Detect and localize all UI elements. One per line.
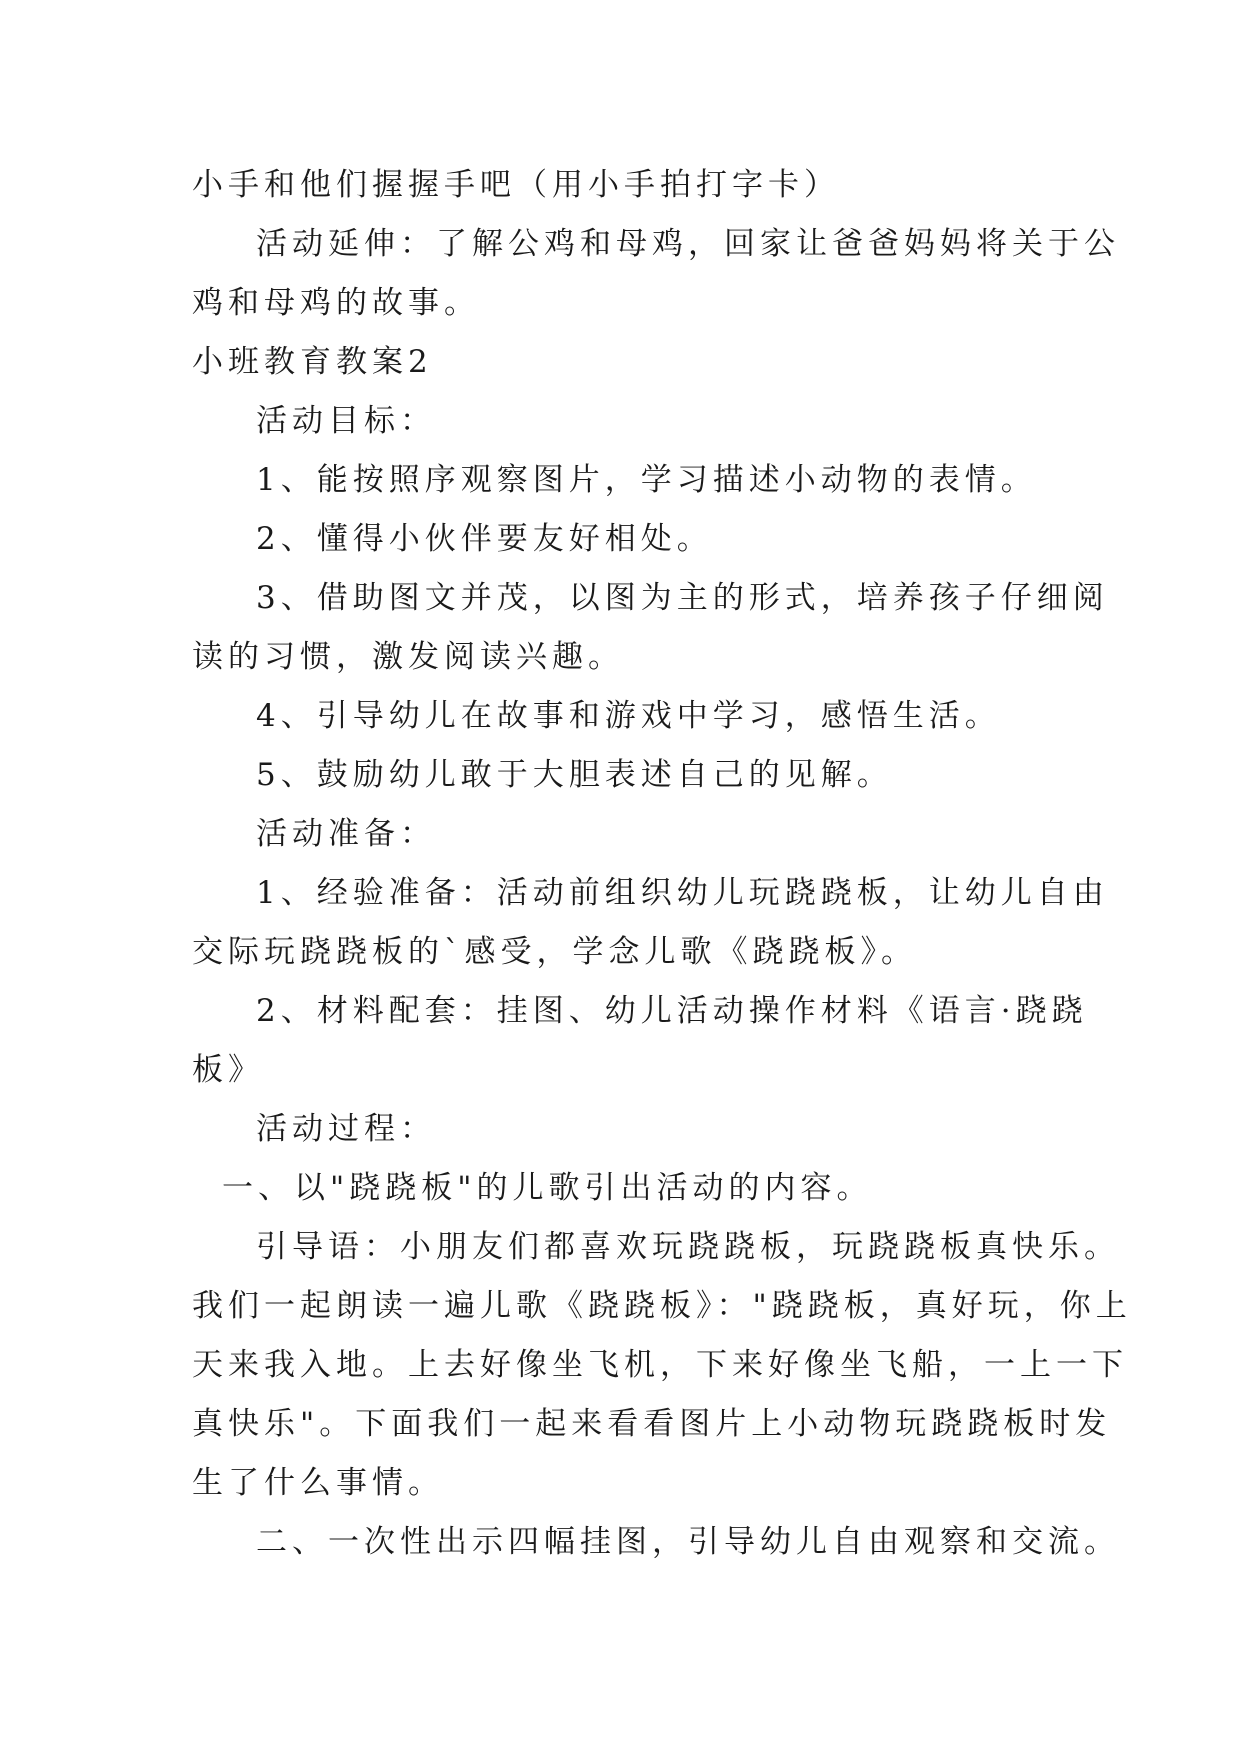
subheading: 活动准备： [256, 816, 436, 852]
text-line: 板》 [192, 1052, 264, 1088]
list-item: 2、材料配套：挂图、幼儿活动操作材料《语言·跷跷 [256, 993, 1088, 1029]
list-item: 2、懂得小伙伴要友好相处。 [256, 521, 713, 557]
text-line: 生了什么事情。 [192, 1465, 444, 1501]
text-line: 读的习惯，激发阅读兴趣。 [192, 639, 624, 675]
list-item: 1、经验准备：活动前组织幼儿玩跷跷板，让幼儿自由 [256, 875, 1109, 911]
subheading: 活动过程： [256, 1111, 436, 1147]
section-title: 小班教育教案2 [192, 344, 433, 380]
list-item: 1、能按照序观察图片，学习描述小动物的表情。 [256, 462, 1037, 498]
text-line: 交际玩跷跷板的`感受，学念儿歌《跷跷板》。 [192, 934, 917, 970]
list-item: 4、引导幼儿在故事和游戏中学习，感悟生活。 [256, 698, 1001, 734]
text-line: 天来我入地。上去好像坐飞机，下来好像坐飞船，一上一下 [192, 1347, 1128, 1383]
text-line: 我们一起朗读一遍儿歌《跷跷板》："跷跷板，真好玩，你上 [192, 1288, 1132, 1324]
list-item: 二、一次性出示四幅挂图，引导幼儿自由观察和交流。 [256, 1524, 1120, 1560]
text-line: 小手和他们握握手吧（用小手拍打字卡） [192, 167, 840, 203]
text-line: 真快乐"。下面我们一起来看看图片上小动物玩跷跷板时发 [192, 1406, 1112, 1442]
text-line: 引导语：小朋友们都喜欢玩跷跷板，玩跷跷板真快乐。 [256, 1229, 1120, 1265]
list-item: 一、以"跷跷板"的儿歌引出活动的内容。 [222, 1170, 873, 1206]
subheading: 活动目标： [256, 403, 436, 439]
list-item: 5、鼓励幼儿敢于大胆表述自己的见解。 [256, 757, 893, 793]
text-line: 鸡和母鸡的故事。 [192, 285, 480, 321]
list-item: 3、借助图文并茂，以图为主的形式，培养孩子仔细阅 [256, 580, 1109, 616]
text-line: 活动延伸：了解公鸡和母鸡，回家让爸爸妈妈将关于公 [256, 226, 1120, 262]
